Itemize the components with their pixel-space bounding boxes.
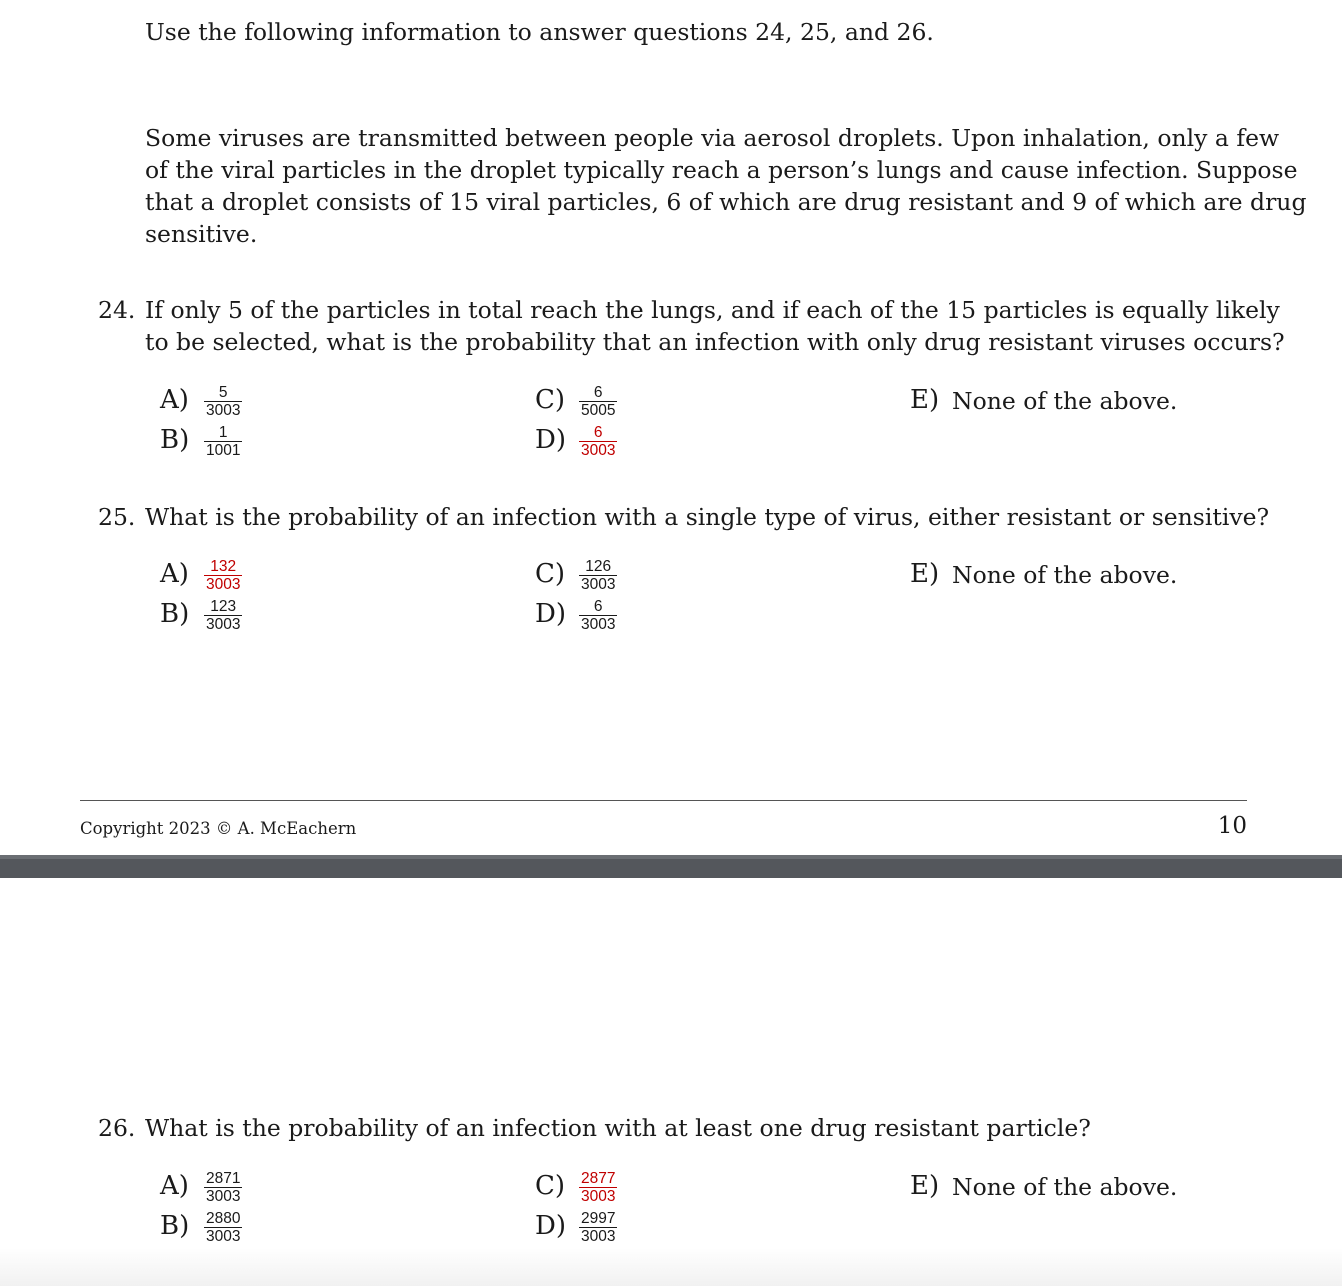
option-fraction xyxy=(204,1170,242,1205)
option-fraction xyxy=(579,558,617,593)
question-text-line: What is the probability of an infection with a single type of virus, either resistant or sensitive? xyxy=(145,503,1270,531)
passage-line-2: of the viral particles in the droplet typically reach a person’s lungs and cause infection. Suppose xyxy=(145,156,1298,184)
option-label: D) xyxy=(535,425,566,455)
numerator: 6 xyxy=(579,384,617,402)
option-label: B) xyxy=(160,599,190,629)
option-fraction-marked xyxy=(579,1170,617,1205)
option-fraction xyxy=(204,598,242,633)
passage-line-3: that a droplet consists of 15 viral particles, 6 of which are drug resistant and 9 of which are drug xyxy=(145,188,1307,216)
option-label: A) xyxy=(160,1171,189,1201)
document-page-11 xyxy=(0,878,1342,1286)
numerator: 5 xyxy=(204,384,242,402)
denominator: 3003 xyxy=(206,402,241,419)
numerator: 2997 xyxy=(581,1210,616,1227)
numerator: 2877 xyxy=(581,1170,616,1187)
option-e[interactable] xyxy=(910,384,1210,424)
passage-line-1: Some viruses are transmitted between people via aerosol droplets. Upon inhalation, only a few xyxy=(145,124,1280,152)
option-label: E) xyxy=(910,559,940,589)
option-label: E) xyxy=(910,385,940,415)
option-text: None of the above. xyxy=(952,561,1178,589)
option-label: C) xyxy=(535,385,566,415)
option-fraction xyxy=(579,384,617,419)
option-label: E) xyxy=(910,1171,940,1201)
numerator: 126 xyxy=(579,558,617,576)
page-separator xyxy=(0,855,1342,878)
numerator: 123 xyxy=(204,598,242,616)
option-fraction xyxy=(579,1210,617,1245)
numerator: 1 xyxy=(204,424,242,442)
question-text-line: If only 5 of the particles in total reach the lungs, and if each of the 15 particles is equally likely xyxy=(145,296,1280,324)
footer-rule xyxy=(80,800,1247,801)
numerator: 6 xyxy=(579,424,617,442)
numerator: 132 xyxy=(204,558,242,576)
denominator: 3003 xyxy=(206,1228,241,1245)
denominator: 3003 xyxy=(206,1188,241,1205)
denominator: 3003 xyxy=(581,1188,616,1205)
option-label: C) xyxy=(535,1171,566,1201)
option-e[interactable] xyxy=(910,1170,1210,1210)
denominator: 5005 xyxy=(581,402,616,419)
option-label: A) xyxy=(160,559,189,589)
numerator: 2880 xyxy=(206,1210,241,1227)
option-label: C) xyxy=(535,559,566,589)
denominator: 3003 xyxy=(581,576,616,593)
question-number: 24. xyxy=(98,296,136,324)
option-fraction xyxy=(204,384,242,419)
option-fraction xyxy=(204,424,242,459)
option-label: B) xyxy=(160,425,190,455)
question-text-line: What is the probability of an infection with at least one drug resistant particle? xyxy=(145,1114,1091,1142)
denominator: 3003 xyxy=(581,1228,616,1245)
option-text: None of the above. xyxy=(952,387,1178,415)
option-label: A) xyxy=(160,385,189,415)
option-e[interactable] xyxy=(910,558,1210,598)
question-number: 25. xyxy=(98,503,136,531)
numerator: 2871 xyxy=(206,1170,241,1187)
option-fraction-marked xyxy=(579,424,617,459)
option-label: D) xyxy=(535,599,566,629)
denominator: 1001 xyxy=(206,442,241,459)
denominator: 3003 xyxy=(581,616,616,633)
denominator: 3003 xyxy=(581,442,616,459)
option-text: None of the above. xyxy=(952,1173,1178,1201)
intro-text: Use the following information to answer questions 24, 25, and 26. xyxy=(145,18,934,46)
denominator: 3003 xyxy=(206,616,241,633)
page-number: 10 xyxy=(1217,813,1247,839)
copyright: Copyright 2023 © A. McEachern xyxy=(80,819,357,838)
option-label: D) xyxy=(535,1211,566,1241)
question-text-line: to be selected, what is the probability that an infection with only drug resistant viruses occurs? xyxy=(145,328,1285,356)
option-fraction xyxy=(579,598,617,633)
denominator: 3003 xyxy=(206,576,241,593)
option-fraction xyxy=(204,1210,242,1245)
numerator: 6 xyxy=(579,598,617,616)
question-number: 26. xyxy=(98,1114,136,1142)
option-label: B) xyxy=(160,1211,190,1241)
option-fraction-marked xyxy=(204,558,242,593)
passage-line-4: sensitive. xyxy=(145,220,258,248)
